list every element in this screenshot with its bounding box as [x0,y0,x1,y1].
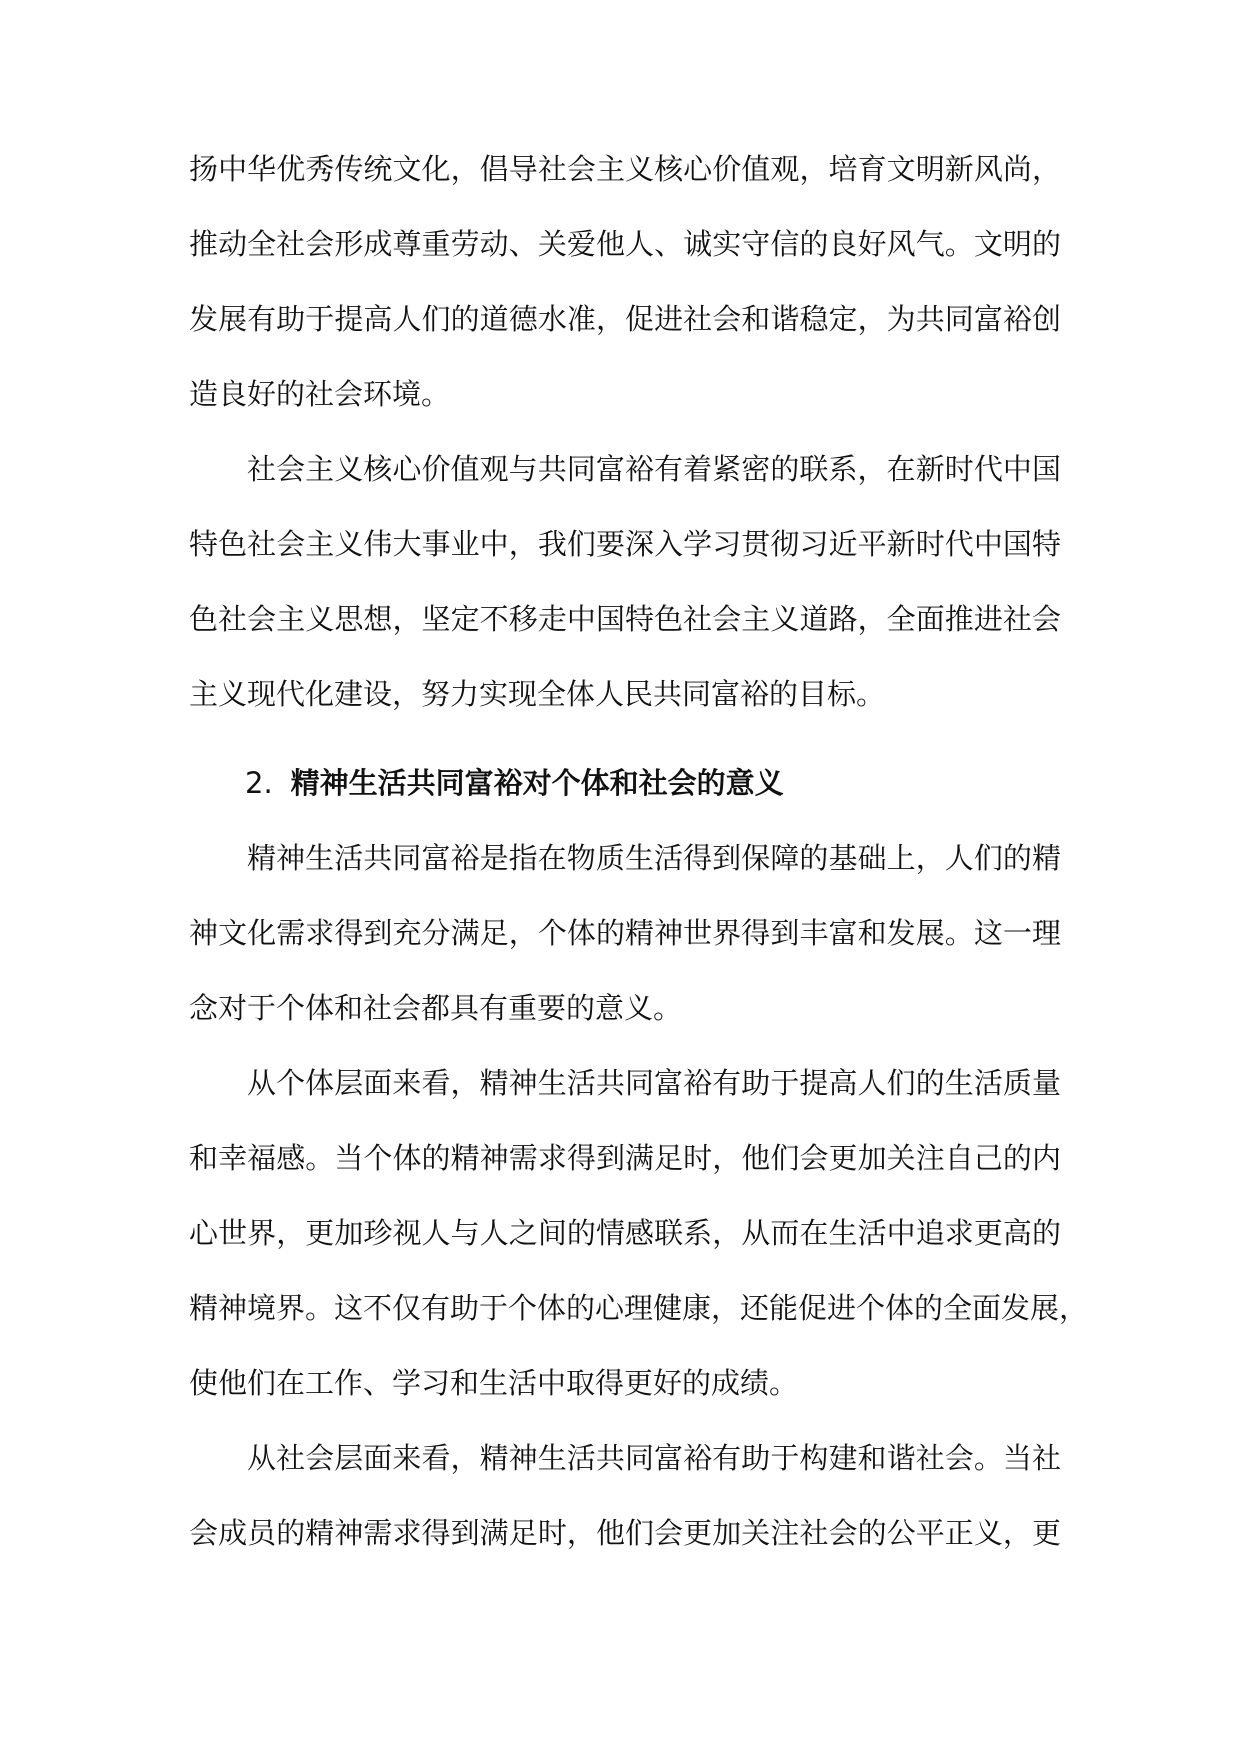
text-line: 使他们在工作、学习和生活中取得更好的成绩。 [189,1366,799,1400]
text-line: 社会主义核心价值观与共同富裕有着紧密的联系，在新时代中国 [247,452,1061,486]
text-line: 特色社会主义伟大事业中，我们要深入学习贯彻习近平新时代中国特 [189,527,1061,561]
document-body [189,132,1089,1571]
text-line: 念对于个体和社会都具有重要的意义。 [189,991,683,1025]
text-line: 造良好的社会环境。 [189,377,451,411]
text-line: 精神境界。这不仅有助于个体的心理健康，还能促进个体的全面发展， [189,1291,1089,1325]
text-line: 会成员的精神需求得到满足时，他们会更加关注社会的公平正义，更 [189,1516,1061,1550]
text-line: 心世界，更加珍视人与人之间的情感联系，从而在生活中追求更高的 [189,1216,1061,1250]
text-line: 从个体层面来看，精神生活共同富裕有助于提高人们的生活质量 [247,1066,1061,1100]
text-line: 发展有助于提高人们的道德水准，促进社会和谐稳定，为共同富裕创 [189,302,1061,336]
text-line: 推动全社会形成尊重劳动、关爱他人、诚实守信的良好风气。文明的 [189,227,1061,261]
paragraph [189,821,1061,1046]
text-line: 和幸福感。当个体的精神需求得到满足时，他们会更加关注自己的内 [189,1141,1061,1175]
section-title: 精神生活共同富裕对个体和社会的意义 [290,766,784,800]
paragraph [189,1421,1061,1571]
section-number: 2. [245,766,273,800]
section-heading [189,746,1061,821]
text-line: 色社会主义思想，坚定不移走中国特色社会主义道路，全面推进社会 [189,602,1061,636]
text-line: 主义现代化建设，努力实现全体人民共同富裕的目标。 [189,677,886,711]
text-line: 扬中华优秀传统文化，倡导社会主义核心价值观，培育文明新风尚， [189,152,1061,186]
paragraph [189,432,1061,732]
paragraph [189,132,1061,432]
text-line: 神文化需求得到充分满足，个体的精神世界得到丰富和发展。这一理 [189,916,1061,950]
spacer [189,732,1061,746]
text-line: 精神生活共同富裕是指在物质生活得到保障的基础上，人们的精 [247,841,1061,875]
paragraph [189,1046,1089,1421]
text-line: 从社会层面来看，精神生活共同富裕有助于构建和谐社会。当社 [247,1441,1061,1475]
